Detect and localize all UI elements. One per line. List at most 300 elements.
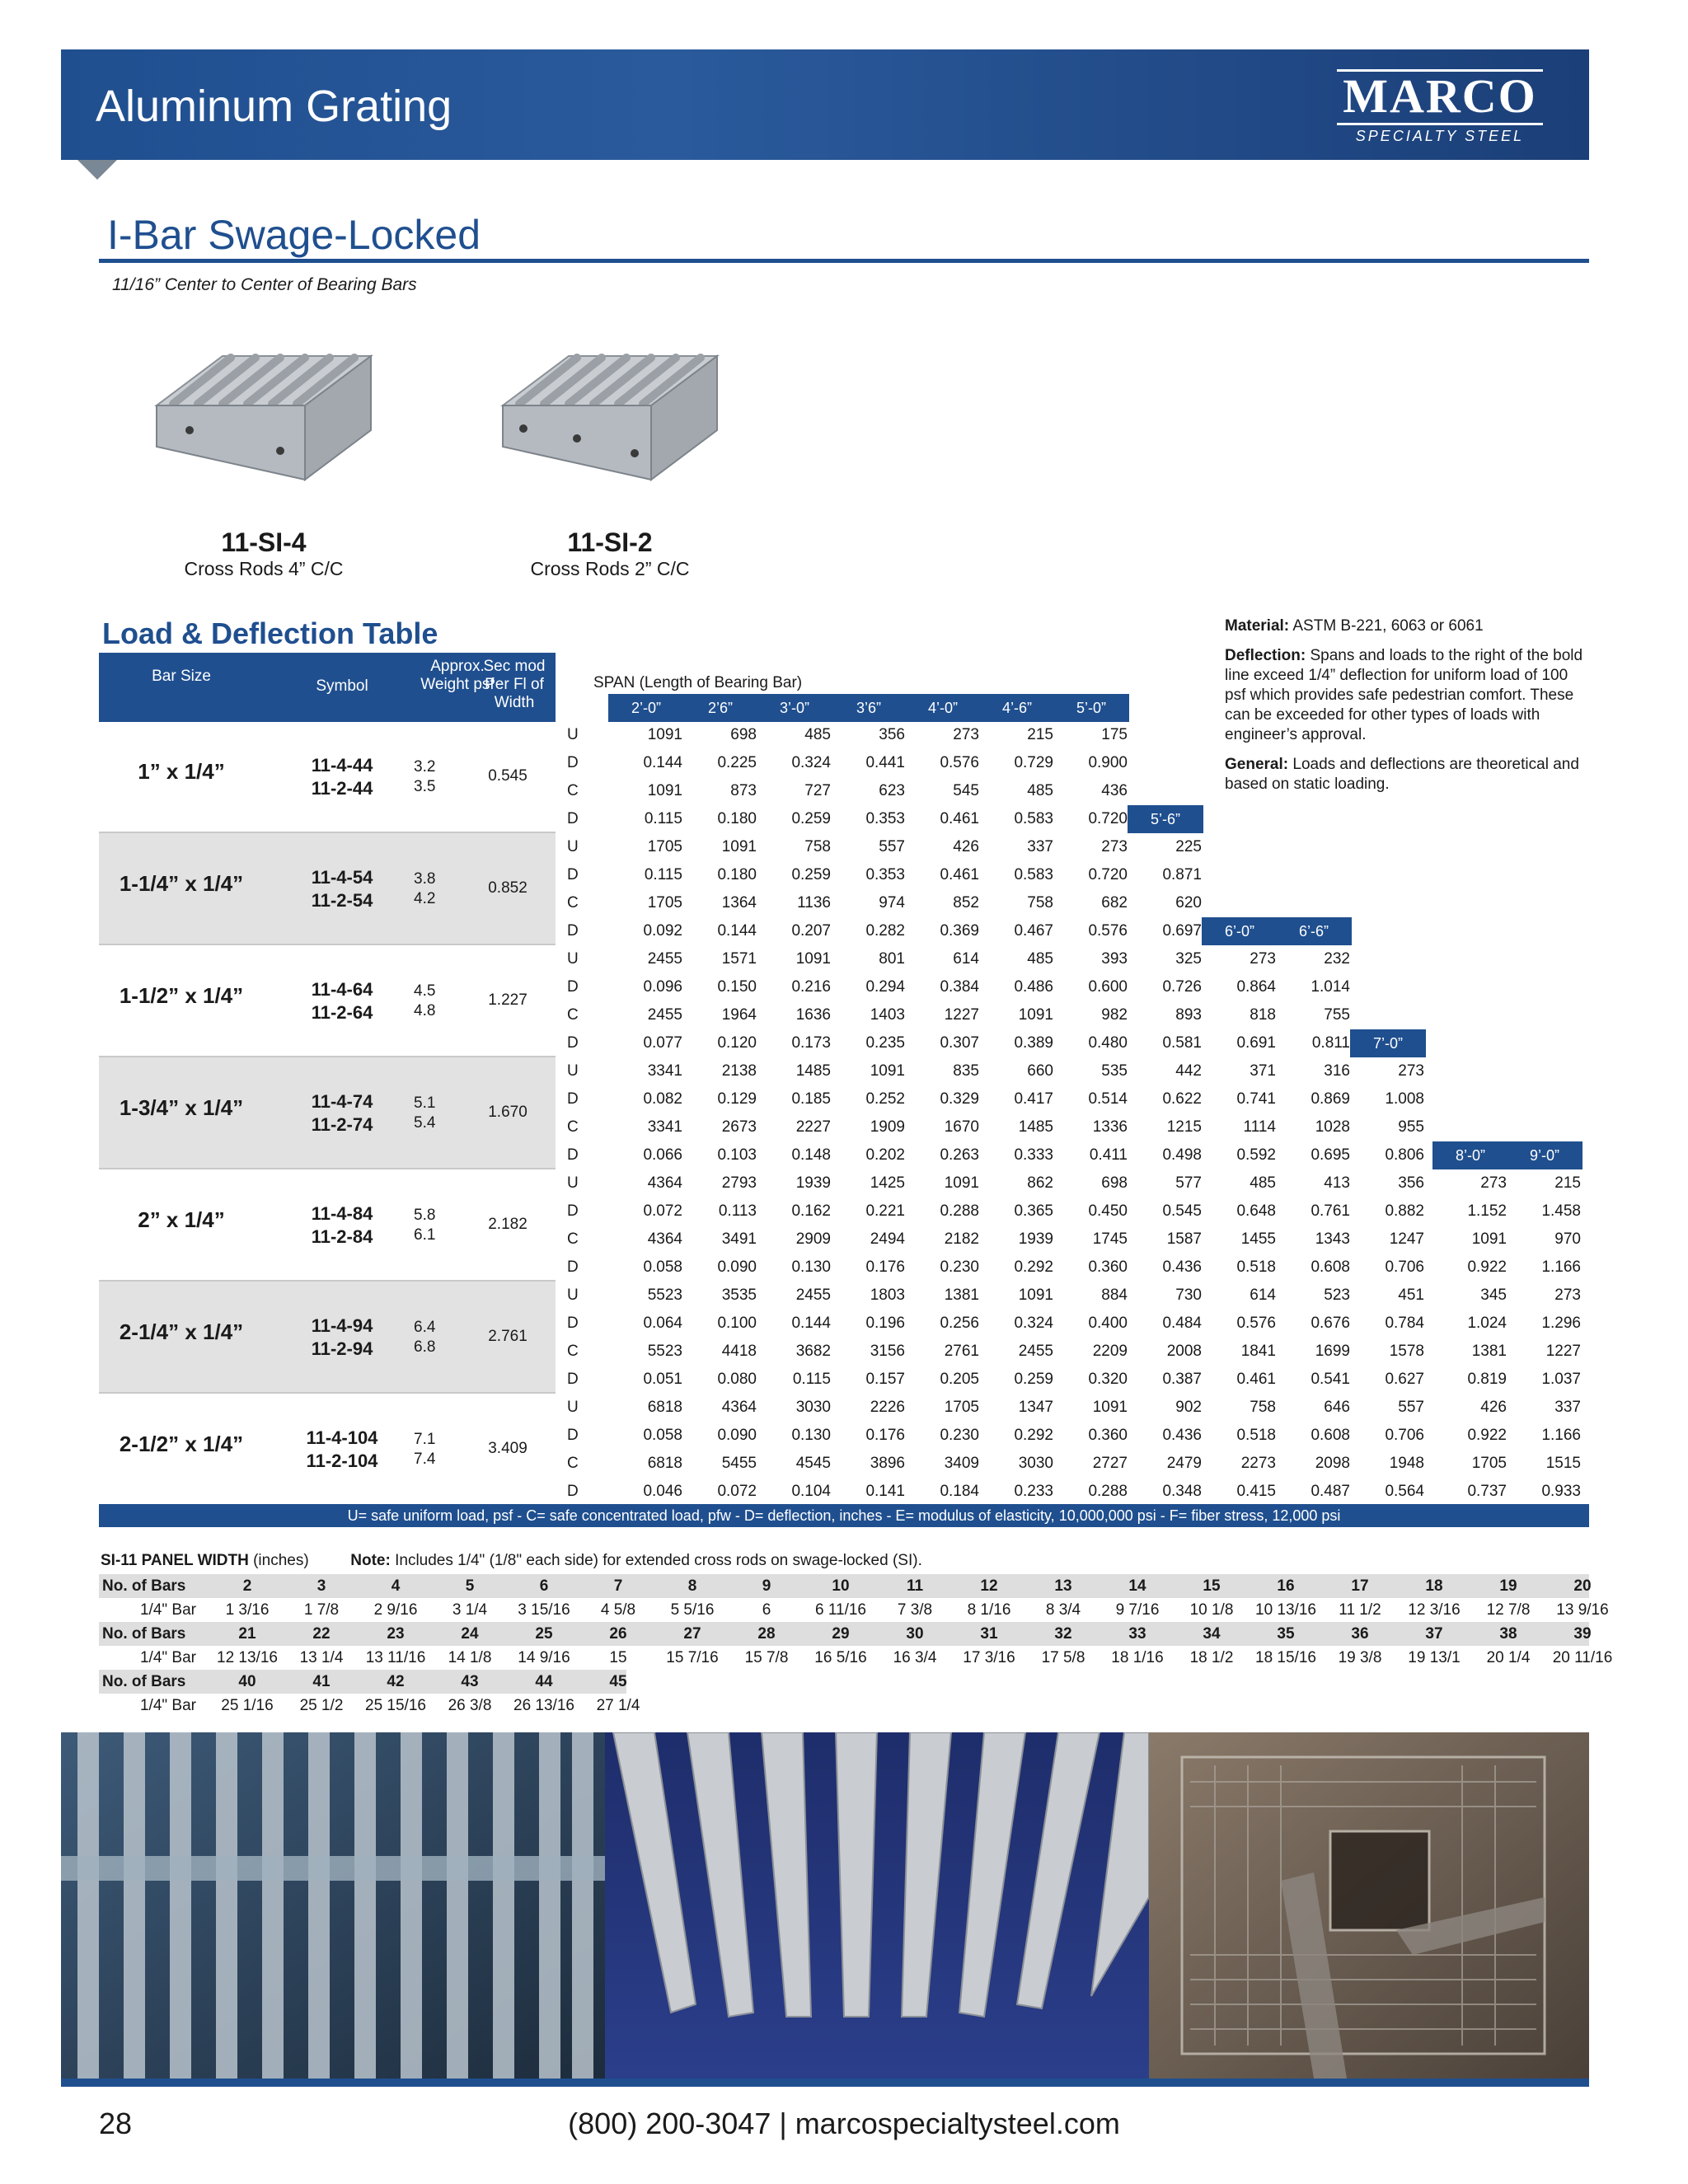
table-cell: 577: [1175, 1174, 1202, 1192]
grating-photos: [61, 1732, 1589, 2079]
span-header: 2’-0”: [608, 694, 684, 722]
bar-secmod: 1.670: [488, 1104, 528, 1121]
row-type: C: [567, 1343, 579, 1360]
table-cell: 852: [953, 894, 979, 912]
table-row: [556, 749, 1589, 777]
table-row: [556, 861, 1589, 889]
table-cell: 523: [1324, 1286, 1350, 1304]
row-type: C: [567, 1230, 579, 1248]
bars-count: 25: [535, 1625, 553, 1643]
table-cell: 1587: [1166, 1230, 1202, 1248]
table-cell: 2761: [944, 1343, 979, 1360]
bar-size: 2-1/2” x 1/4”: [119, 1432, 244, 1456]
table-cell: 545: [953, 782, 979, 799]
table-cell: 0.185: [791, 1090, 831, 1108]
table-cell: 0.480: [1088, 1034, 1128, 1052]
span-header: 5’-0”: [1053, 694, 1129, 722]
table-cell: 0.162: [791, 1202, 831, 1220]
table-cell: 0.922: [1467, 1258, 1507, 1276]
table-cell: 0.691: [1236, 1034, 1276, 1052]
span-header: 9’-0”: [1507, 1141, 1582, 1169]
row-type: D: [567, 1371, 579, 1388]
table-cell: 0.461: [940, 866, 979, 883]
bars-row: [99, 1622, 1592, 1646]
table-cell: 0.726: [1162, 978, 1202, 996]
table-cell: 426: [1480, 1399, 1507, 1416]
table-row: [556, 1001, 1589, 1029]
table-cell: 0.207: [791, 922, 831, 940]
bar-weights: 3.2 3.5: [414, 758, 436, 795]
table-cell: 232: [1324, 950, 1350, 968]
table-cell: 1091: [647, 782, 682, 799]
table-cell: 1670: [944, 1118, 979, 1136]
col-secmod: Sec mod Per Fl of Width: [483, 658, 546, 711]
table-cell: 0.436: [1162, 1427, 1202, 1444]
panel-width-title: SI-11 PANEL WIDTH: [101, 1552, 249, 1569]
table-cell: 0.120: [717, 1034, 757, 1052]
table-cell: 1.166: [1541, 1427, 1581, 1444]
table-cell: 426: [953, 838, 979, 855]
table-cell: 0.077: [643, 1034, 682, 1052]
bar-weights: 7.1 7.4: [414, 1431, 436, 1468]
table-cell: 1.008: [1385, 1090, 1424, 1108]
panel-width-value: 8 3/4: [1045, 1601, 1081, 1619]
table-cell: 337: [1027, 838, 1053, 855]
span-header: 8’-0”: [1432, 1141, 1508, 1169]
panel-width-value: 8 1/16: [967, 1601, 1011, 1619]
table-cell: 485: [804, 726, 831, 743]
table-cell: 1455: [1240, 1230, 1276, 1248]
table-cell: 1705: [1471, 1455, 1507, 1472]
table-cell: 0.046: [643, 1483, 682, 1500]
table-cell: 0.720: [1088, 866, 1128, 883]
table-cell: 2209: [1092, 1343, 1128, 1360]
table-cell: 393: [1101, 950, 1128, 968]
table-cell: 1578: [1389, 1343, 1424, 1360]
table-row: [556, 1226, 1589, 1254]
table-row: [556, 1141, 1589, 1169]
bars-count: 34: [1203, 1625, 1221, 1643]
bar-size: 1-1/2” x 1/4”: [119, 983, 244, 1008]
table-cell: 0.882: [1385, 1202, 1424, 1220]
table-cell: 0.072: [717, 1483, 757, 1500]
table-cell: 0.695: [1311, 1146, 1350, 1164]
panel-width-value: 10 13/16: [1255, 1601, 1316, 1619]
table-cell: 1425: [870, 1174, 905, 1192]
bar-group: [99, 721, 556, 833]
table-cell: 2455: [647, 950, 682, 968]
table-cell: 0.417: [1014, 1090, 1053, 1108]
row-type: C: [567, 782, 579, 799]
table-cell: 3156: [870, 1343, 905, 1360]
panel-width-value: 12 7/8: [1486, 1601, 1531, 1619]
table-cell: 0.216: [791, 978, 831, 996]
table-cell: 1215: [1166, 1118, 1202, 1136]
table-cell: 614: [1250, 1286, 1276, 1304]
table-row: [556, 1113, 1589, 1141]
table-cell: 0.096: [643, 978, 682, 996]
grating-image: [140, 307, 387, 521]
table-cell: 0.389: [1014, 1034, 1053, 1052]
bar-group: [99, 833, 556, 945]
bars-count: 19: [1499, 1577, 1517, 1595]
table-cell: 2455: [795, 1286, 831, 1304]
table-cell: 0.487: [1311, 1483, 1350, 1500]
table-cell: 1343: [1315, 1230, 1350, 1248]
row-type: D: [567, 922, 579, 940]
table-row: [556, 1450, 1589, 1478]
table-cell: 356: [1398, 1174, 1424, 1192]
table-cell: 0.627: [1385, 1371, 1424, 1388]
table-cell: 1227: [1545, 1343, 1581, 1360]
table-cell: 0.292: [1014, 1427, 1053, 1444]
table-cell: 0.252: [865, 1090, 905, 1108]
bar-group: [99, 1394, 556, 1506]
table-cell: 0.400: [1088, 1315, 1128, 1332]
table-cell: 3896: [870, 1455, 905, 1472]
bar-group: [99, 1169, 556, 1282]
table-row: [556, 917, 1589, 945]
table-cell: 1114: [1243, 1118, 1276, 1136]
table-cell: 0.583: [1014, 810, 1053, 827]
table-cell: 1803: [870, 1286, 905, 1304]
product-desc: Cross Rods 4” C/C: [184, 558, 344, 579]
table-cell: 0.092: [643, 922, 682, 940]
table-cell: 0.518: [1236, 1427, 1276, 1444]
table-cell: 620: [1175, 894, 1202, 912]
note-text: Includes 1/4" (1/8" each side) for extended cross rods on swage-locked (SI).: [395, 1552, 922, 1569]
panel-width-value: 25 1/16: [221, 1697, 274, 1714]
table-cell: 0.058: [643, 1258, 682, 1276]
table-cell: 6818: [647, 1399, 682, 1416]
table-cell: 1571: [721, 950, 757, 968]
panel-width-value: 10 1/8: [1189, 1601, 1234, 1619]
bars-label: No. of Bars: [102, 1577, 186, 1595]
table-cell: 0.436: [1162, 1258, 1202, 1276]
table-cell: 758: [1250, 1399, 1276, 1416]
bars-count: 32: [1054, 1625, 1072, 1643]
table-cell: 345: [1480, 1286, 1507, 1304]
table-cell: 0.180: [717, 810, 757, 827]
table-cell: 1515: [1545, 1455, 1581, 1472]
col-symbol: Symbol: [316, 677, 368, 695]
table-cell: 755: [1324, 1006, 1350, 1024]
bars-count: 4: [391, 1577, 401, 1595]
table-cell: 1091: [1471, 1230, 1507, 1248]
table-row: [556, 805, 1589, 833]
table-cell: 485: [1027, 950, 1053, 968]
bar-symbols: 11-4-44 11-2-44: [311, 755, 373, 799]
panel-width-value: 20 11/16: [1552, 1649, 1613, 1666]
marco-logo: [1337, 69, 1543, 143]
table-cell: 0.819: [1467, 1371, 1507, 1388]
table-cell: 0.869: [1311, 1090, 1350, 1108]
panel-width-value: 13 9/16: [1556, 1601, 1609, 1619]
photo-strip: [61, 1732, 1589, 2079]
bars-count: 12: [980, 1577, 998, 1595]
table-cell: 0.353: [865, 866, 905, 883]
table-cell: 0.235: [865, 1034, 905, 1052]
bar-weights: 6.4 6.8: [414, 1319, 436, 1356]
table-row: [556, 1282, 1589, 1310]
table-cell: 2455: [1018, 1343, 1053, 1360]
table-cell: 0.450: [1088, 1202, 1128, 1220]
table-cell: 175: [1101, 726, 1128, 743]
table-cell: 974: [879, 894, 905, 912]
panel-width-value: 15: [609, 1649, 627, 1666]
bars-count: 15: [1203, 1577, 1221, 1595]
row-type: D: [567, 1090, 579, 1108]
product-name: 11-SI-4: [221, 527, 307, 557]
panel-width-value: 17 3/16: [963, 1649, 1015, 1666]
row-type: D: [567, 810, 579, 827]
table-row: [556, 1478, 1589, 1506]
panel-width-value: 4 5/8: [600, 1601, 636, 1619]
table-cell: 0.365: [1014, 1202, 1053, 1220]
table-cell: 442: [1175, 1062, 1202, 1080]
table-cell: 862: [1027, 1174, 1053, 1192]
table-cell: 1841: [1240, 1343, 1276, 1360]
panel-width-value: 12 3/16: [1408, 1601, 1461, 1619]
row-type: U: [567, 838, 579, 855]
table-cell: 0.600: [1088, 978, 1128, 996]
bar-symbols: 11-4-54 11-2-54: [311, 867, 373, 911]
bars-count: 6: [539, 1577, 549, 1595]
width-label: 1/4" Bar: [139, 1601, 196, 1619]
bars-count: 44: [535, 1673, 553, 1690]
table-row: [556, 945, 1589, 973]
bars-count: 42: [387, 1673, 405, 1690]
product-11-si-4: [132, 307, 396, 580]
row-type: D: [567, 1427, 579, 1444]
table-row: [556, 1338, 1589, 1366]
bars-count: 37: [1425, 1625, 1443, 1643]
table-cell: 557: [879, 838, 905, 855]
panel-width-value: 3 1/4: [452, 1601, 488, 1619]
table-row: [556, 1197, 1589, 1226]
table-cell: 1.296: [1541, 1315, 1581, 1332]
bar-weights: 5.1 5.4: [414, 1094, 436, 1132]
bars-count: 14: [1128, 1577, 1146, 1595]
table-cell: 0.256: [940, 1315, 979, 1332]
table-cell: 0.230: [940, 1258, 979, 1276]
table-cell: 1939: [795, 1174, 831, 1192]
row-type: D: [567, 1146, 579, 1164]
bar-secmod: 0.545: [488, 767, 528, 785]
table-cell: 215: [1554, 1174, 1581, 1192]
table-cell: 1364: [721, 894, 757, 912]
table-cell: 0.176: [865, 1258, 905, 1276]
panel-width-value: 17 5/8: [1041, 1649, 1085, 1666]
table-cell: 2727: [1092, 1455, 1128, 1472]
table-row: [556, 1366, 1589, 1394]
grating-image: [486, 307, 734, 521]
table-cell: 2494: [870, 1230, 905, 1248]
table-cell: 1091: [647, 726, 682, 743]
table-cell: 5523: [647, 1343, 682, 1360]
table-cell: 0.320: [1088, 1371, 1128, 1388]
table-cell: 682: [1101, 894, 1128, 912]
row-type: U: [567, 726, 579, 743]
panel-width-value: 7 3/8: [897, 1601, 933, 1619]
table-cell: 316: [1324, 1062, 1350, 1080]
table-cell: 0.196: [865, 1315, 905, 1332]
bars-count: 27: [683, 1625, 701, 1643]
row-type: U: [567, 1399, 579, 1416]
product-name: 11-SI-2: [567, 527, 653, 557]
table-cell: 0.230: [940, 1427, 979, 1444]
bar-group: [99, 945, 556, 1057]
table-cell: 557: [1398, 1399, 1424, 1416]
bar-secmod: 0.852: [488, 879, 528, 897]
table-cell: 0.150: [717, 978, 757, 996]
table-row: [556, 1254, 1589, 1282]
table-cell: 1.037: [1541, 1371, 1581, 1388]
logo-subtitle: SPECIALTY STEEL: [1355, 128, 1525, 144]
table-cell: 0.871: [1162, 866, 1202, 883]
col-bar-size: Bar Size: [152, 668, 211, 685]
table-cell: 356: [879, 726, 905, 743]
table-cell: 0.592: [1236, 1146, 1276, 1164]
row-type: U: [567, 1174, 579, 1192]
table-cell: 1909: [870, 1118, 905, 1136]
panel-width-value: 13 1/4: [299, 1649, 344, 1666]
bar-weights: 4.5 4.8: [414, 982, 436, 1019]
table-cell: 2098: [1315, 1455, 1350, 1472]
table-cell: 0.141: [865, 1483, 905, 1500]
table-cell: 0.259: [791, 810, 831, 827]
table-cell: 0.115: [644, 866, 682, 883]
table-cell: 955: [1398, 1118, 1424, 1136]
table-cell: 0.581: [1162, 1034, 1202, 1052]
table-cell: 0.233: [1014, 1483, 1053, 1500]
panel-width-value: 25 1/2: [299, 1697, 344, 1714]
product-desc: Cross Rods 2” C/C: [530, 558, 690, 579]
table-cell: 1381: [1471, 1343, 1507, 1360]
contact-line: (800) 200-3047 | marcospecialtysteel.com: [568, 2107, 1120, 2140]
table-cell: 3030: [795, 1399, 831, 1416]
table-cell: 0.130: [791, 1427, 831, 1444]
bars-row: [99, 1574, 1592, 1598]
table-cell: 1.014: [1311, 978, 1350, 996]
row-type: U: [567, 1062, 579, 1080]
table-row: [556, 1029, 1589, 1057]
row-type: C: [567, 1006, 579, 1024]
table-cell: 0.933: [1541, 1483, 1581, 1500]
table-row: [556, 1169, 1589, 1197]
table-header: [99, 653, 556, 722]
table-cell: 273: [953, 726, 979, 743]
table-cell: 4364: [647, 1174, 682, 1192]
panel-width-value: 14 1/8: [448, 1649, 492, 1666]
table-cell: 337: [1554, 1399, 1581, 1416]
span-label: SPAN (Length of Bearing Bar): [593, 674, 803, 691]
panel-width-value: 16 3/4: [893, 1649, 937, 1666]
bars-count: 24: [461, 1625, 479, 1643]
table-cell: 0.415: [1236, 1483, 1276, 1500]
bars-count: 30: [906, 1625, 924, 1643]
table-row: [556, 1057, 1589, 1085]
table-cell: 1939: [1018, 1230, 1053, 1248]
table-cell: 0.090: [717, 1427, 757, 1444]
table-row: [556, 833, 1589, 861]
panel-width-value: 13 11/16: [365, 1649, 426, 1666]
bar-symbols: 11-4-84 11-2-84: [311, 1203, 373, 1247]
bar-weights: 5.8 6.1: [414, 1207, 436, 1244]
table-cell: 835: [953, 1062, 979, 1080]
table-cell: 0.518: [1236, 1258, 1276, 1276]
panel-width-value: 15 7/16: [666, 1649, 719, 1666]
table-cell: 0.144: [643, 754, 682, 771]
bar-symbols: 11-4-94 11-2-94: [311, 1315, 373, 1359]
table-cell: 436: [1101, 782, 1128, 799]
table-cell: 273: [1554, 1286, 1581, 1304]
table-cell: 0.221: [865, 1202, 905, 1220]
table-cell: 273: [1480, 1174, 1507, 1192]
table-cell: 0.576: [1236, 1315, 1276, 1332]
bars-count: 18: [1425, 1577, 1443, 1595]
span-header: 4’-6”: [979, 694, 1055, 722]
panel-width-value: 19 3/8: [1338, 1649, 1382, 1666]
table-cell: 1336: [1092, 1118, 1128, 1136]
table-cell: 1091: [870, 1062, 905, 1080]
bars-count: 16: [1277, 1577, 1295, 1595]
bar-secmod: 1.227: [488, 991, 528, 1009]
bars-count: 35: [1277, 1625, 1295, 1643]
bars-count: 13: [1054, 1577, 1072, 1595]
table-cell: 1.166: [1541, 1258, 1581, 1276]
table-cell: 0.461: [1236, 1371, 1276, 1388]
table-cell: 273: [1398, 1062, 1424, 1080]
table-cell: 1699: [1315, 1343, 1350, 1360]
table-cell: 4364: [647, 1230, 682, 1248]
table-cell: 0.864: [1236, 978, 1276, 996]
table-cell: 801: [879, 950, 905, 968]
table-cell: 0.282: [865, 922, 905, 940]
table-cell: 1485: [1018, 1118, 1053, 1136]
bars-count: 38: [1499, 1625, 1517, 1643]
panel-width-value: 26 13/16: [513, 1697, 574, 1714]
table-cell: 0.360: [1088, 1427, 1128, 1444]
bar-size: 1-1/4” x 1/4”: [119, 871, 244, 896]
bar-size: 1-3/4” x 1/4”: [119, 1095, 244, 1120]
table-cell: 1705: [944, 1399, 979, 1416]
panel-width-value: 1 3/16: [225, 1601, 270, 1619]
table-cell: 1403: [870, 1006, 905, 1024]
panel-width-value: 18 15/16: [1255, 1649, 1316, 1666]
span-header: 3’6”: [831, 694, 907, 722]
table-cell: 646: [1324, 1399, 1350, 1416]
span-header: 5’-6”: [1128, 805, 1203, 833]
bars-label: No. of Bars: [102, 1625, 186, 1643]
bars-label: No. of Bars: [102, 1673, 186, 1690]
table-cell: 2909: [795, 1230, 831, 1248]
panel-width-heading: [101, 1552, 922, 1570]
table-cell: 0.737: [1467, 1483, 1507, 1500]
section-subtitle: 11/16” Center to Center of Bearing Bars: [112, 275, 417, 294]
row-type: C: [567, 894, 579, 912]
table-cell: 623: [879, 782, 905, 799]
note-label: Note:: [350, 1552, 391, 1569]
width-row: [99, 1646, 1613, 1670]
table-cell: 1948: [1389, 1455, 1424, 1472]
table-cell: 1.024: [1467, 1315, 1507, 1332]
bar-symbols: 11-4-64 11-2-64: [311, 979, 373, 1023]
panel-width-value: 6 11/16: [815, 1601, 866, 1619]
bars-count: 11: [906, 1577, 924, 1595]
panel-width-value: 6: [762, 1601, 771, 1619]
table-cell: 3341: [647, 1118, 682, 1136]
